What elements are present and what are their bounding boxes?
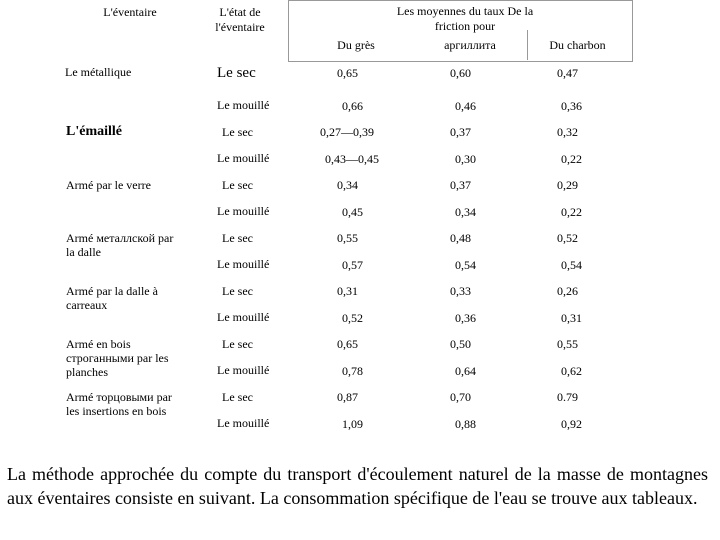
value-charbon: 0,32 [557, 125, 578, 139]
value-gres: 0,78 [342, 364, 363, 378]
value-argillite: 0,46 [455, 99, 476, 113]
value-argillite: 0,34 [455, 205, 476, 219]
body-paragraph: La méthode approchée du compte du transport d'écoulement naturel de la masse de montagnes aux éventaires consiste en suivant. La consommation spécifique de l'eau se trouve aux tableaux. [7, 464, 708, 508]
value-gres: 0,87 [337, 390, 358, 404]
header-charbon: Du charbon [549, 38, 606, 52]
value-argillite: 0,50 [450, 337, 471, 351]
row-state: Le mouillé [217, 416, 270, 430]
value-gres: 1,09 [342, 417, 363, 431]
value-argillite: 0,60 [450, 66, 471, 80]
value-argillite: 0,64 [455, 364, 476, 378]
row-state: Le mouillé [217, 363, 270, 377]
row-state: Le sec [222, 125, 253, 139]
value-argillite: 0,37 [450, 178, 471, 192]
row-state: Le sec [222, 231, 253, 245]
value-charbon: 0.79 [557, 390, 578, 404]
row-name: L'émaillé [66, 124, 122, 139]
row-state: Le sec [222, 284, 253, 298]
row-state: Le mouillé [217, 204, 270, 218]
value-charbon: 0,26 [557, 284, 578, 298]
value-charbon: 0,92 [561, 417, 582, 431]
row-state: Le sec [222, 178, 253, 192]
value-gres: 0,65 [337, 337, 358, 351]
header-eventaire: L'éventaire [103, 5, 157, 19]
value-gres: 0,34 [337, 178, 358, 192]
value-argillite: 0,48 [450, 231, 471, 245]
value-argillite: 0,30 [455, 152, 476, 166]
value-argillite: 0,36 [455, 311, 476, 325]
row-state: Le mouillé [217, 98, 270, 112]
row-state: Le sec [217, 65, 256, 81]
value-charbon: 0,62 [561, 364, 582, 378]
value-argillite: 0,37 [450, 125, 471, 139]
row-state: Le mouillé [217, 310, 270, 324]
row-state: Le sec [222, 337, 253, 351]
value-charbon: 0,47 [557, 66, 578, 80]
value-gres: 0,43—0,45 [325, 152, 379, 166]
value-charbon: 0,22 [561, 152, 582, 166]
value-gres: 0,27—0,39 [320, 125, 374, 139]
value-gres: 0,55 [337, 231, 358, 245]
row-name: Le métallique [65, 65, 132, 79]
header-gres: Du grès [337, 38, 375, 52]
value-gres: 0,65 [337, 66, 358, 80]
row-state: Le sec [222, 390, 253, 404]
value-charbon: 0,54 [561, 258, 582, 272]
value-gres: 0,52 [342, 311, 363, 325]
value-charbon: 0,31 [561, 311, 582, 325]
value-charbon: 0,52 [557, 231, 578, 245]
header-argillite: аргиллита [444, 38, 496, 52]
row-name: Armé торцовыми par les insertions en bois [66, 390, 172, 418]
row-state: Le mouillé [217, 257, 270, 271]
header-divider [527, 30, 528, 60]
row-name: Armé металлской par la dalle [66, 231, 174, 259]
value-gres: 0,57 [342, 258, 363, 272]
value-gres: 0,45 [342, 205, 363, 219]
value-gres: 0,31 [337, 284, 358, 298]
value-charbon: 0,22 [561, 205, 582, 219]
value-charbon: 0,36 [561, 99, 582, 113]
row-name: Armé par la dalle à carreaux [66, 284, 158, 312]
value-charbon: 0,55 [557, 337, 578, 351]
value-argillite: 0,70 [450, 390, 471, 404]
row-state: Le mouillé [217, 151, 270, 165]
row-name: Armé par le verre [66, 178, 151, 192]
value-argillite: 0,33 [450, 284, 471, 298]
value-gres: 0,66 [342, 99, 363, 113]
header-group: Les moyennes du taux De la friction pour [396, 4, 534, 33]
value-charbon: 0,29 [557, 178, 578, 192]
value-argillite: 0,54 [455, 258, 476, 272]
row-name: Armé en bois строганными par les planches [66, 337, 169, 379]
value-argillite: 0,88 [455, 417, 476, 431]
header-etat: L'état de l'éventaire [215, 5, 265, 34]
